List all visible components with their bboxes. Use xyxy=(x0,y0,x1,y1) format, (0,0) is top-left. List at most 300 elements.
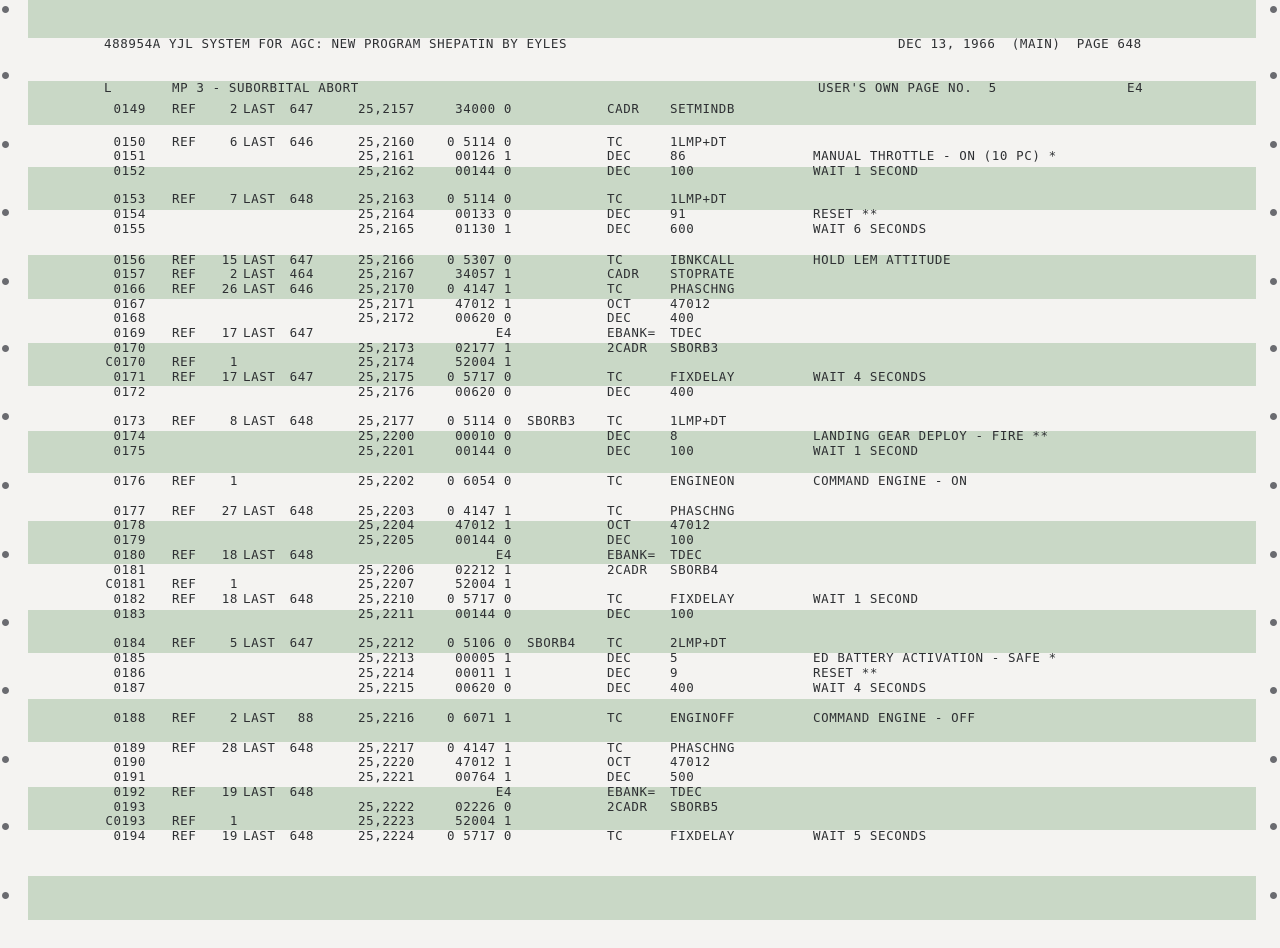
line-number: 0171 xyxy=(113,369,146,384)
octal-word: 47012 1 xyxy=(455,296,512,311)
ref-count: 27 xyxy=(221,503,238,518)
line-number: 0156 xyxy=(113,252,146,267)
octal-word: 00620 0 xyxy=(455,680,512,695)
opcode: DEC xyxy=(607,606,632,621)
opcode: DEC xyxy=(607,532,632,547)
opcode: EBANK= xyxy=(607,325,656,340)
line-number: 0183 xyxy=(113,606,146,621)
octal-word: 00620 0 xyxy=(455,384,512,399)
operand: 100 xyxy=(670,532,695,547)
octal-word: 00144 0 xyxy=(455,443,512,458)
line-number: 0178 xyxy=(113,517,146,532)
operand: 86 xyxy=(670,148,687,163)
opcode: TC xyxy=(607,281,624,296)
ref-page: 647 xyxy=(289,252,314,267)
ref-keyword: REF xyxy=(172,813,197,828)
ref-keyword: REF xyxy=(172,266,197,281)
opcode: DEC xyxy=(607,680,632,695)
line-number: 0154 xyxy=(113,206,146,221)
operand: IBNKCALL xyxy=(670,252,736,267)
users-page-number: USER'S OWN PAGE NO. 5 xyxy=(818,80,997,95)
octal-address: 25,2215 xyxy=(358,680,415,695)
octal-word: 52004 1 xyxy=(455,576,512,591)
ref-page: 647 xyxy=(289,635,314,650)
opcode: EBANK= xyxy=(607,547,656,562)
feed-hole-icon xyxy=(2,345,9,352)
comment: COMMAND ENGINE - ON xyxy=(813,473,968,488)
operand: 600 xyxy=(670,221,695,236)
comment: WAIT 4 SECONDS xyxy=(813,369,927,384)
opcode: TC xyxy=(607,635,624,650)
octal-word: 0 5114 0 xyxy=(446,134,512,149)
operand: ENGINEON xyxy=(670,473,736,488)
left-tractor-feed xyxy=(0,0,28,948)
octal-word: E4 xyxy=(495,784,512,799)
octal-address: 25,2165 xyxy=(358,221,415,236)
ref-page: 648 xyxy=(289,547,314,562)
feed-hole-icon xyxy=(1270,756,1277,763)
feed-hole-icon xyxy=(2,687,9,694)
line-number: 0166 xyxy=(113,281,146,296)
octal-word: 00010 0 xyxy=(455,428,512,443)
line-number: 0152 xyxy=(113,163,146,178)
line-number: 0194 xyxy=(113,828,146,843)
feed-hole-icon xyxy=(2,892,9,899)
ref-keyword: REF xyxy=(172,591,197,606)
opcode: DEC xyxy=(607,665,632,680)
opcode: DEC xyxy=(607,443,632,458)
ref-page: 648 xyxy=(289,191,314,206)
operand: FIXDELAY xyxy=(670,591,736,606)
ref-keyword: REF xyxy=(172,503,197,518)
octal-word: 00620 0 xyxy=(455,310,512,325)
opcode: OCT xyxy=(607,754,632,769)
ref-keyword: REF xyxy=(172,101,197,116)
subheader-code: E4 xyxy=(1127,80,1144,95)
ref-keyword: REF xyxy=(172,784,197,799)
octal-word: 02226 0 xyxy=(455,799,512,814)
line-number: 0179 xyxy=(113,532,146,547)
right-tractor-feed xyxy=(1252,0,1280,948)
ref-count: 1 xyxy=(229,576,238,591)
octal-address: 25,2173 xyxy=(358,340,415,355)
last-keyword: LAST xyxy=(243,784,276,799)
operand: 2LMP+DT xyxy=(670,635,727,650)
octal-word: 00005 1 xyxy=(455,650,512,665)
octal-address: 25,2211 xyxy=(358,606,415,621)
octal-address: 25,2210 xyxy=(358,591,415,606)
opcode: TC xyxy=(607,740,624,755)
operand: TDEC xyxy=(670,784,703,799)
last-keyword: LAST xyxy=(243,828,276,843)
octal-address: 25,2224 xyxy=(358,828,415,843)
comment: WAIT 1 SECOND xyxy=(813,443,919,458)
comment: WAIT 4 SECONDS xyxy=(813,680,927,695)
octal-address: 25,2221 xyxy=(358,769,415,784)
octal-word: 47012 1 xyxy=(455,517,512,532)
octal-word: 0 4147 1 xyxy=(446,740,512,755)
ref-page: 648 xyxy=(289,503,314,518)
ref-keyword: REF xyxy=(172,828,197,843)
green-bar-band xyxy=(28,0,1256,38)
ref-keyword: REF xyxy=(172,635,197,650)
octal-word: 02212 1 xyxy=(455,562,512,577)
octal-address: 25,2157 xyxy=(358,101,415,116)
octal-address: 25,2166 xyxy=(358,252,415,267)
operand: PHASCHNG xyxy=(670,503,736,518)
symbol-label: SBORB3 xyxy=(527,413,576,428)
octal-word: 00126 1 xyxy=(455,148,512,163)
listing-header-date-page: DEC 13, 1966 (MAIN) PAGE 648 xyxy=(898,36,1142,51)
feed-hole-icon xyxy=(1270,6,1277,13)
last-keyword: LAST xyxy=(243,413,276,428)
comment: WAIT 1 SECOND xyxy=(813,163,919,178)
last-keyword: LAST xyxy=(243,635,276,650)
feed-hole-icon xyxy=(2,823,9,830)
ref-keyword: REF xyxy=(172,252,197,267)
line-number: 0168 xyxy=(113,310,146,325)
octal-word: 00144 0 xyxy=(455,163,512,178)
operand: ENGINOFF xyxy=(670,710,736,725)
operand: 5 xyxy=(670,650,679,665)
ref-count: 28 xyxy=(221,740,238,755)
operand: 1LMP+DT xyxy=(670,413,727,428)
octal-word: 34057 1 xyxy=(455,266,512,281)
operand: FIXDELAY xyxy=(670,828,736,843)
ref-count: 17 xyxy=(221,369,238,384)
ref-count: 2 xyxy=(229,266,238,281)
last-keyword: LAST xyxy=(243,101,276,116)
feed-hole-icon xyxy=(1270,345,1277,352)
opcode: TC xyxy=(607,191,624,206)
line-number: 0181 xyxy=(113,562,146,577)
ref-count: 2 xyxy=(229,101,238,116)
opcode: TC xyxy=(607,369,624,384)
octal-address: 25,2217 xyxy=(358,740,415,755)
octal-address: 25,2213 xyxy=(358,650,415,665)
line-number: 0151 xyxy=(113,148,146,163)
octal-address: 25,2172 xyxy=(358,310,415,325)
ref-page: 648 xyxy=(289,591,314,606)
octal-word: 00011 1 xyxy=(455,665,512,680)
line-number: 0170 xyxy=(113,340,146,355)
opcode: TC xyxy=(607,710,624,725)
line-number: 0167 xyxy=(113,296,146,311)
line-number: 0184 xyxy=(113,635,146,650)
ref-page: 648 xyxy=(289,740,314,755)
operand: 47012 xyxy=(670,517,711,532)
last-keyword: LAST xyxy=(243,325,276,340)
octal-address: 25,2222 xyxy=(358,799,415,814)
opcode: DEC xyxy=(607,163,632,178)
ref-page: 646 xyxy=(289,134,314,149)
octal-address: 25,2177 xyxy=(358,413,415,428)
octal-address: 25,2161 xyxy=(358,148,415,163)
feed-hole-icon xyxy=(2,72,9,79)
opcode: CADR xyxy=(607,101,640,116)
octal-word: 0 6054 0 xyxy=(446,473,512,488)
octal-word: 00144 0 xyxy=(455,606,512,621)
ref-count: 17 xyxy=(221,325,238,340)
ref-page: 646 xyxy=(289,281,314,296)
octal-word: 0 4147 1 xyxy=(446,281,512,296)
operand: TDEC xyxy=(670,547,703,562)
ref-count: 1 xyxy=(229,473,238,488)
comment: MANUAL THROTTLE - ON (10 PC) * xyxy=(813,148,1057,163)
octal-word: 34000 0 xyxy=(455,101,512,116)
last-keyword: LAST xyxy=(243,281,276,296)
line-number: 0177 xyxy=(113,503,146,518)
opcode: DEC xyxy=(607,310,632,325)
opcode: DEC xyxy=(607,650,632,665)
subheader-title: MP 3 - SUBORBITAL ABORT xyxy=(172,80,359,95)
line-number: 0188 xyxy=(113,710,146,725)
octal-address: 25,2205 xyxy=(358,532,415,547)
ref-page: 464 xyxy=(289,266,314,281)
opcode: DEC xyxy=(607,206,632,221)
line-number: 0190 xyxy=(113,754,146,769)
line-number: C0170 xyxy=(105,354,146,369)
octal-address: 25,2160 xyxy=(358,134,415,149)
octal-address: 25,2176 xyxy=(358,384,415,399)
feed-hole-icon xyxy=(2,551,9,558)
octal-word: 52004 1 xyxy=(455,354,512,369)
comment: WAIT 1 SECOND xyxy=(813,591,919,606)
ref-count: 5 xyxy=(229,635,238,650)
operand: 400 xyxy=(670,310,695,325)
octal-word: 0 5307 0 xyxy=(446,252,512,267)
opcode: TC xyxy=(607,473,624,488)
comment: RESET ** xyxy=(813,206,879,221)
ref-keyword: REF xyxy=(172,134,197,149)
line-number: 0173 xyxy=(113,413,146,428)
feed-hole-icon xyxy=(1270,413,1277,420)
octal-word: 01130 1 xyxy=(455,221,512,236)
feed-hole-icon xyxy=(1270,482,1277,489)
line-number: 0176 xyxy=(113,473,146,488)
octal-address: 25,2162 xyxy=(358,163,415,178)
last-keyword: LAST xyxy=(243,191,276,206)
operand: FIXDELAY xyxy=(670,369,736,384)
octal-word: 0 6071 1 xyxy=(446,710,512,725)
comment: WAIT 6 SECONDS xyxy=(813,221,927,236)
ref-count: 19 xyxy=(221,828,238,843)
last-keyword: LAST xyxy=(243,134,276,149)
octal-word: 0 5717 0 xyxy=(446,591,512,606)
line-number: 0185 xyxy=(113,650,146,665)
operand: 47012 xyxy=(670,754,711,769)
operand: SBORB5 xyxy=(670,799,719,814)
feed-hole-icon xyxy=(1270,823,1277,830)
operand: 47012 xyxy=(670,296,711,311)
feed-hole-icon xyxy=(2,209,9,216)
octal-address: 25,2163 xyxy=(358,191,415,206)
octal-word: 0 5114 0 xyxy=(446,191,512,206)
octal-address: 25,2207 xyxy=(358,576,415,591)
octal-word: 0 4147 1 xyxy=(446,503,512,518)
feed-hole-icon xyxy=(2,413,9,420)
ref-count: 8 xyxy=(229,413,238,428)
ref-page: 647 xyxy=(289,101,314,116)
line-number: C0193 xyxy=(105,813,146,828)
line-number: 0182 xyxy=(113,591,146,606)
feed-hole-icon xyxy=(1270,687,1277,694)
operand: 1LMP+DT xyxy=(670,134,727,149)
subheader-column-letter: L xyxy=(104,80,113,95)
line-number: 0155 xyxy=(113,221,146,236)
line-number: 0187 xyxy=(113,680,146,695)
opcode: DEC xyxy=(607,221,632,236)
octal-address: 25,2212 xyxy=(358,635,415,650)
comment: LANDING GEAR DEPLOY - FIRE ** xyxy=(813,428,1049,443)
comment: RESET ** xyxy=(813,665,879,680)
line-number: 0153 xyxy=(113,191,146,206)
opcode: TC xyxy=(607,413,624,428)
green-bar-band xyxy=(28,876,1256,920)
opcode: OCT xyxy=(607,517,632,532)
operand: 1LMP+DT xyxy=(670,191,727,206)
line-number: 0175 xyxy=(113,443,146,458)
listing-header-title: 488954A YJL SYSTEM FOR AGC: NEW PROGRAM SHEPATIN BY EYLES xyxy=(104,36,568,51)
octal-word: 47012 1 xyxy=(455,754,512,769)
octal-address: 25,2200 xyxy=(358,428,415,443)
line-number: C0181 xyxy=(105,576,146,591)
operand: 100 xyxy=(670,443,695,458)
operand: 91 xyxy=(670,206,687,221)
last-keyword: LAST xyxy=(243,266,276,281)
octal-address: 25,2203 xyxy=(358,503,415,518)
octal-word: 52004 1 xyxy=(455,813,512,828)
feed-hole-icon xyxy=(2,619,9,626)
operand: STOPRATE xyxy=(670,266,736,281)
ref-keyword: REF xyxy=(172,547,197,562)
octal-address: 25,2167 xyxy=(358,266,415,281)
ref-keyword: REF xyxy=(172,369,197,384)
ref-keyword: REF xyxy=(172,413,197,428)
ref-count: 18 xyxy=(221,547,238,562)
ref-page: 647 xyxy=(289,325,314,340)
opcode: DEC xyxy=(607,384,632,399)
opcode: 2CADR xyxy=(607,799,648,814)
octal-word: 0 5717 0 xyxy=(446,828,512,843)
ref-count: 7 xyxy=(229,191,238,206)
feed-hole-icon xyxy=(1270,892,1277,899)
octal-word: 0 5106 0 xyxy=(446,635,512,650)
octal-address: 25,2214 xyxy=(358,665,415,680)
line-number: 0193 xyxy=(113,799,146,814)
octal-address: 25,2223 xyxy=(358,813,415,828)
operand: 100 xyxy=(670,606,695,621)
octal-address: 25,2174 xyxy=(358,354,415,369)
operand: 9 xyxy=(670,665,679,680)
last-keyword: LAST xyxy=(243,369,276,384)
opcode: TC xyxy=(607,828,624,843)
octal-word: 00144 0 xyxy=(455,532,512,547)
operand: SBORB4 xyxy=(670,562,719,577)
octal-word: E4 xyxy=(495,547,512,562)
ref-keyword: REF xyxy=(172,325,197,340)
octal-address: 25,2216 xyxy=(358,710,415,725)
feed-hole-icon xyxy=(2,6,9,13)
line-number: 0192 xyxy=(113,784,146,799)
last-keyword: LAST xyxy=(243,547,276,562)
ref-keyword: REF xyxy=(172,473,197,488)
ref-page: 648 xyxy=(289,784,314,799)
feed-hole-icon xyxy=(2,278,9,285)
feed-hole-icon xyxy=(1270,619,1277,626)
opcode: TC xyxy=(607,503,624,518)
feed-hole-icon xyxy=(1270,209,1277,216)
operand: SBORB3 xyxy=(670,340,719,355)
opcode: TC xyxy=(607,252,624,267)
ref-count: 26 xyxy=(221,281,238,296)
ref-count: 15 xyxy=(221,252,238,267)
last-keyword: LAST xyxy=(243,591,276,606)
last-keyword: LAST xyxy=(243,710,276,725)
last-keyword: LAST xyxy=(243,740,276,755)
octal-word: 00133 0 xyxy=(455,206,512,221)
opcode: DEC xyxy=(607,428,632,443)
octal-address: 25,2204 xyxy=(358,517,415,532)
last-keyword: LAST xyxy=(243,503,276,518)
operand: TDEC xyxy=(670,325,703,340)
operand: 400 xyxy=(670,680,695,695)
ref-count: 1 xyxy=(229,354,238,369)
line-number: 0157 xyxy=(113,266,146,281)
operand: PHASCHNG xyxy=(670,281,736,296)
feed-hole-icon xyxy=(2,482,9,489)
line-number: 0186 xyxy=(113,665,146,680)
feed-hole-icon xyxy=(1270,278,1277,285)
ref-page: 647 xyxy=(289,369,314,384)
feed-hole-icon xyxy=(2,756,9,763)
octal-address: 25,2220 xyxy=(358,754,415,769)
operand: 100 xyxy=(670,163,695,178)
octal-address: 25,2171 xyxy=(358,296,415,311)
line-number: 0172 xyxy=(113,384,146,399)
octal-word: 02177 1 xyxy=(455,340,512,355)
opcode: DEC xyxy=(607,769,632,784)
line-number: 0191 xyxy=(113,769,146,784)
opcode: DEC xyxy=(607,148,632,163)
opcode: TC xyxy=(607,134,624,149)
opcode: 2CADR xyxy=(607,562,648,577)
octal-word: 00764 1 xyxy=(455,769,512,784)
ref-keyword: REF xyxy=(172,740,197,755)
line-number: 0174 xyxy=(113,428,146,443)
feed-hole-icon xyxy=(1270,72,1277,79)
ref-keyword: REF xyxy=(172,710,197,725)
last-keyword: LAST xyxy=(243,252,276,267)
symbol-label: SBORB4 xyxy=(527,635,576,650)
ref-page: 648 xyxy=(289,413,314,428)
ref-keyword: REF xyxy=(172,191,197,206)
operand: 8 xyxy=(670,428,679,443)
ref-count: 1 xyxy=(229,813,238,828)
comment: HOLD LEM ATTITUDE xyxy=(813,252,952,267)
ref-count: 18 xyxy=(221,591,238,606)
line-number: 0189 xyxy=(113,740,146,755)
octal-address: 25,2206 xyxy=(358,562,415,577)
feed-hole-icon xyxy=(1270,551,1277,558)
comment: ED BATTERY ACTIVATION - SAFE * xyxy=(813,650,1057,665)
ref-keyword: REF xyxy=(172,354,197,369)
octal-word: 0 5717 0 xyxy=(446,369,512,384)
ref-page: 88 xyxy=(297,710,314,725)
operand: PHASCHNG xyxy=(670,740,736,755)
octal-address: 25,2164 xyxy=(358,206,415,221)
opcode: TC xyxy=(607,591,624,606)
